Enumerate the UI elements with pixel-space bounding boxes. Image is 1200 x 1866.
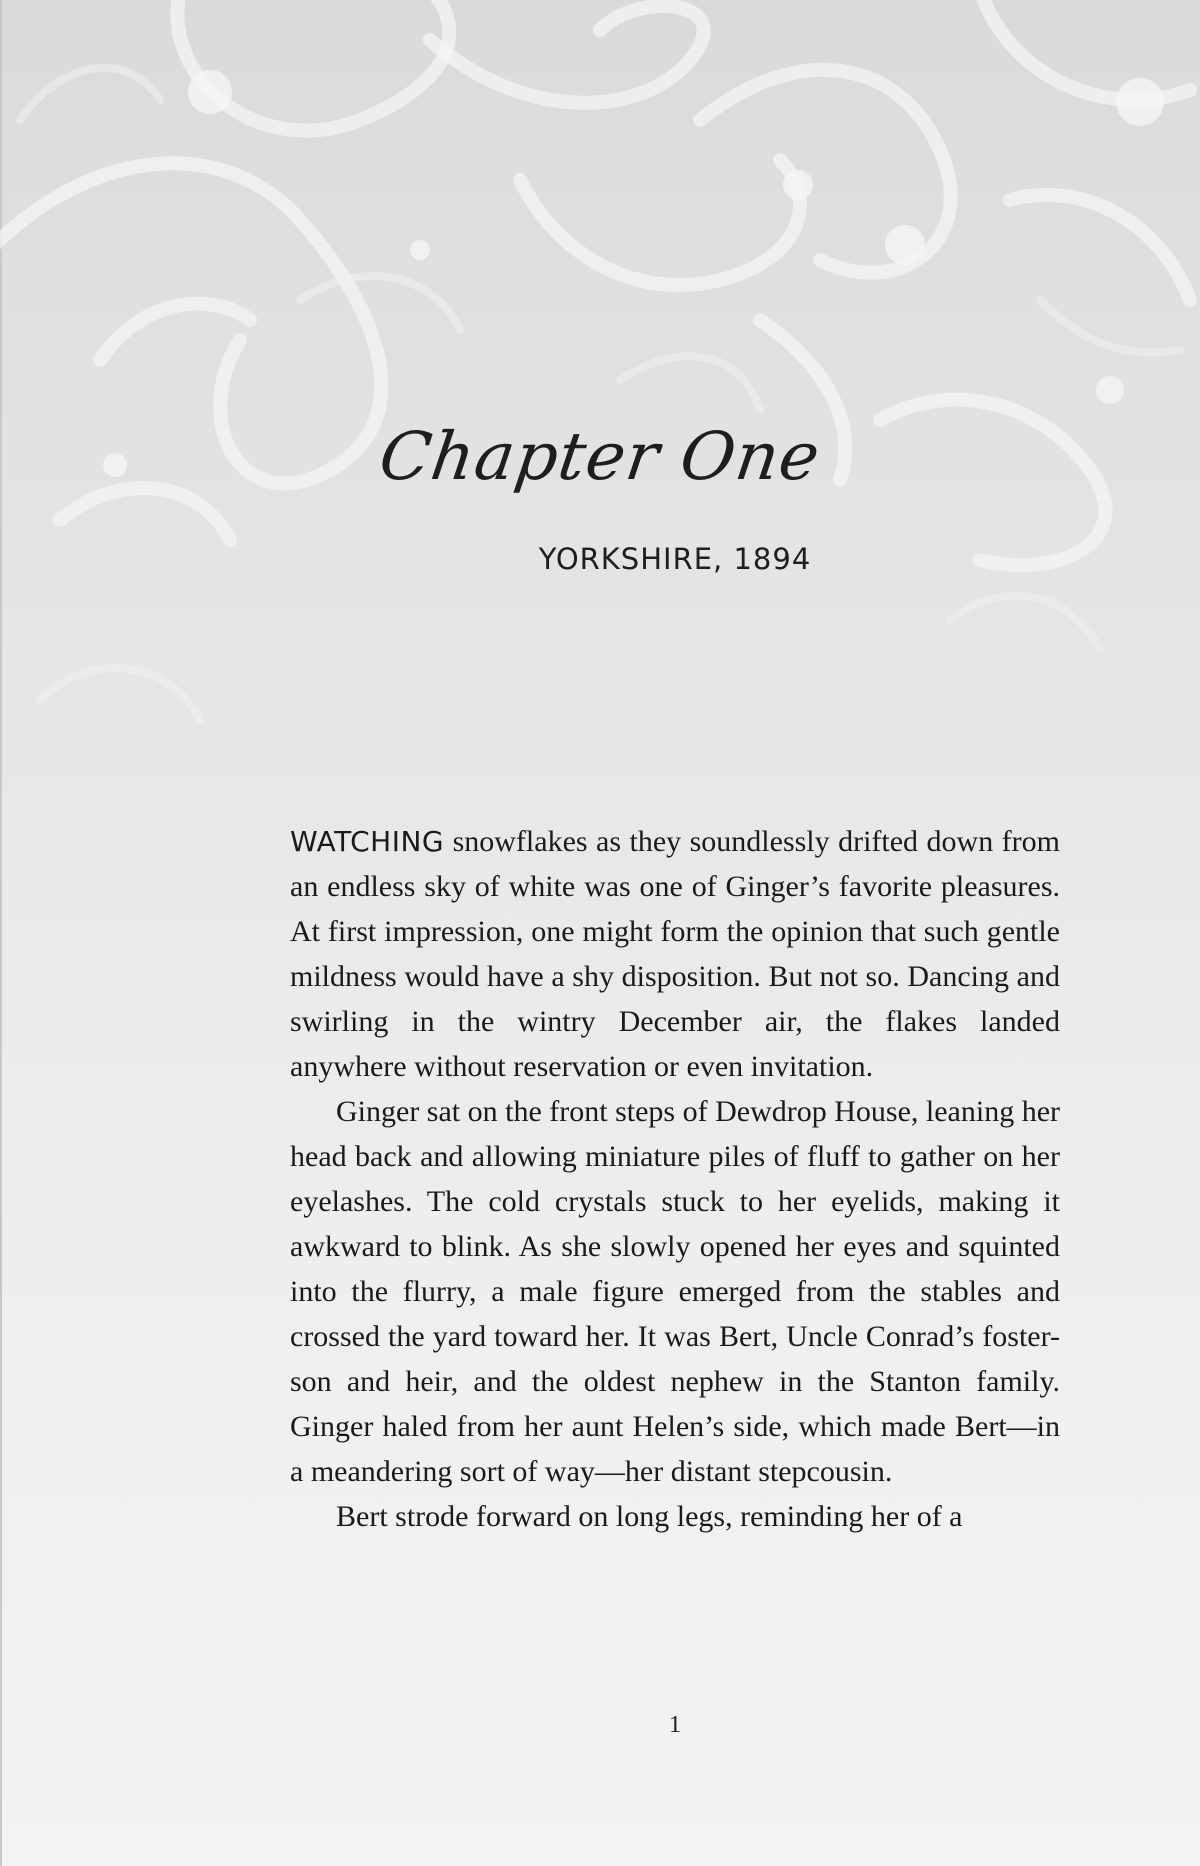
paragraph-1 [290, 819, 1060, 1089]
paragraph-2: Ginger sat on the front steps of Dewdrop House, leaning her head back and allowing miniature piles of fluff to gather on her eyelashes. The cold crystals stuck to her eyelids, making it awkward to blink. As she slowly opened her eyes and squinted into the flurry, a male figure emerged from the stables and crossed the yard toward her. It was Bert, Uncle Conrad’s foster-son and heir, and the oldest nephew in the Stanton family. Ginger haled from her aunt Helen’s side, which made Bert—in a meandering sort of way—her distant stepcousin. [290, 1095, 1060, 1488]
chapter-title: Chapter One [374, 418, 826, 495]
chapter-body-text [290, 819, 1060, 1539]
chapter-subtitle: YORKSHIRE, 1894 [538, 542, 812, 576]
paragraph-3: Bert strode forward on long legs, reminding her of a [336, 1500, 963, 1533]
paragraph-1-text: snowflakes as they soundlessly drifted down from an endless sky of white was one of Ginger’s favorite pleasures. At first impression, one might form the opinion that such gentle mildness would have a shy disposition. But not so. Dancing and swirling in the wintry December air, the flakes landed anywhere without reservation or even invitation. [290, 825, 1060, 1083]
page-number: 1 [669, 1712, 681, 1738]
lead-word: WATCHING [290, 825, 445, 858]
